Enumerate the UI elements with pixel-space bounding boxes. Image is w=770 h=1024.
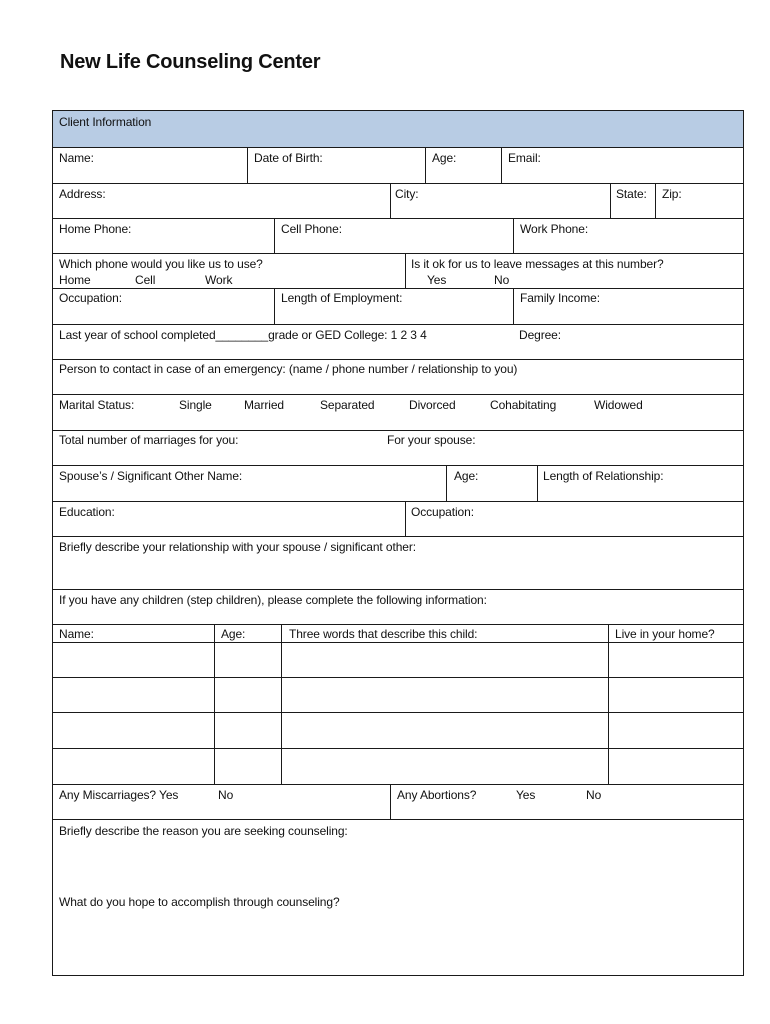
- child-age-cell[interactable]: [214, 643, 281, 677]
- page-title: New Life Counseling Center: [60, 51, 321, 73]
- child-name-cell[interactable]: [53, 643, 214, 677]
- name-field[interactable]: [53, 148, 247, 183]
- spouse-age-label: Age:: [454, 469, 479, 483]
- children-col-name: [53, 625, 214, 642]
- relationship-describe-label: Briefly describe your relationship with your spouse / significant other:: [59, 540, 416, 554]
- phone-option-cell[interactable]: Cell: [135, 273, 156, 287]
- spouse-row: [53, 465, 743, 501]
- dob-label: Date of Birth:: [254, 151, 323, 165]
- child-home-cell[interactable]: [608, 678, 743, 712]
- phone-preference-row: [53, 253, 743, 288]
- occupation-row: [53, 288, 743, 324]
- spouse-marriages-label: For your spouse:: [387, 433, 476, 447]
- name-row: [53, 147, 743, 183]
- child-home-cell[interactable]: [608, 643, 743, 677]
- cell-phone-field[interactable]: [274, 219, 513, 253]
- marital-status-row: [53, 394, 743, 430]
- spouse-occupation-field[interactable]: [405, 502, 743, 536]
- miscarriages-option-no[interactable]: No: [218, 788, 234, 802]
- education-row: [53, 501, 743, 536]
- occupation-field[interactable]: [53, 289, 274, 324]
- state-field[interactable]: [610, 184, 655, 218]
- relationship-length-field[interactable]: [537, 466, 743, 501]
- counseling-reason-label: Briefly describe the reason you are seeking counseling:: [59, 824, 348, 838]
- section-header-label: Client Information: [59, 115, 152, 129]
- table-row: [53, 712, 743, 748]
- spouse-occupation-label: Occupation:: [411, 505, 474, 519]
- messages-option-yes[interactable]: Yes: [427, 273, 447, 287]
- child-name-cell[interactable]: [53, 713, 214, 748]
- miscarriages-label[interactable]: Any Miscarriages? Yes: [59, 788, 179, 802]
- section-header: [53, 111, 743, 147]
- marriages-row[interactable]: [53, 430, 743, 465]
- children-header-description: Three words that describe this child:: [289, 627, 478, 641]
- email-label: Email:: [508, 151, 541, 165]
- work-phone-label: Work Phone:: [520, 222, 589, 236]
- zip-label: Zip:: [662, 187, 682, 201]
- marital-option-widowed[interactable]: Widowed: [594, 398, 643, 412]
- children-intro-row: [53, 589, 743, 624]
- spouse-name-label: Spouse’s / Significant Other Name:: [59, 469, 243, 483]
- cell-phone-label: Cell Phone:: [281, 222, 342, 236]
- pregnancy-history-row: [53, 784, 743, 819]
- table-row: [53, 677, 743, 712]
- child-description-cell[interactable]: [281, 749, 608, 784]
- home-phone-label: Home Phone:: [59, 222, 132, 236]
- marital-status-label: Marital Status:: [59, 398, 135, 412]
- miscarriages-field: [53, 785, 390, 819]
- phone-option-work[interactable]: Work: [205, 273, 233, 287]
- children-header-home: Live in your home?: [615, 627, 715, 641]
- relationship-length-label: Length of Relationship:: [543, 469, 664, 483]
- age-label: Age:: [432, 151, 457, 165]
- family-income-field[interactable]: [513, 289, 743, 324]
- abortions-option-no[interactable]: No: [586, 788, 602, 802]
- client-information-form: [52, 110, 744, 976]
- occupation-label: Occupation:: [59, 291, 122, 305]
- family-income-label: Family Income:: [520, 291, 600, 305]
- child-name-cell[interactable]: [53, 678, 214, 712]
- child-home-cell[interactable]: [608, 749, 743, 784]
- emergency-contact-label: Person to contact in case of an emergency: (name / phone number / relationship to you): [59, 362, 518, 376]
- relationship-description-row[interactable]: [53, 536, 743, 589]
- children-col-home: [608, 625, 743, 642]
- emergency-contact-row[interactable]: [53, 359, 743, 394]
- abortions-label: Any Abortions?: [397, 788, 477, 802]
- city-label: City:: [395, 187, 419, 201]
- address-field[interactable]: [53, 184, 390, 218]
- counseling-goal-label: What do you hope to accomplish through counseling?: [59, 895, 340, 909]
- email-field[interactable]: [501, 148, 743, 183]
- messages-permission-field: [405, 254, 743, 288]
- child-age-cell[interactable]: [214, 749, 281, 784]
- marital-option-separated[interactable]: Separated: [320, 398, 375, 412]
- work-phone-field[interactable]: [513, 219, 743, 253]
- dob-field[interactable]: [247, 148, 425, 183]
- address-label: Address:: [59, 187, 106, 201]
- name-label: Name:: [59, 151, 94, 165]
- child-home-cell[interactable]: [608, 713, 743, 748]
- child-age-cell[interactable]: [214, 713, 281, 748]
- employment-length-field[interactable]: [274, 289, 513, 324]
- degree-label: Degree:: [519, 328, 561, 342]
- table-row: [53, 748, 743, 784]
- child-description-cell[interactable]: [281, 678, 608, 712]
- children-header-age: Age:: [221, 627, 246, 641]
- children-table-header: [53, 624, 743, 642]
- spouse-name-field[interactable]: [53, 466, 446, 501]
- phone-preference-field: [53, 254, 405, 288]
- employment-length-label: Length of Employment:: [281, 291, 403, 305]
- home-phone-field[interactable]: [53, 219, 274, 253]
- education-field[interactable]: [53, 502, 405, 536]
- child-description-cell[interactable]: [281, 713, 608, 748]
- messages-question: Is it ok for us to leave messages at this number?: [411, 257, 664, 271]
- marriages-label: Total number of marriages for you:: [59, 433, 239, 447]
- school-label: Last year of school completed________grade or GED College: 1 2 3 4: [59, 328, 427, 342]
- child-description-cell[interactable]: [281, 643, 608, 677]
- spouse-age-field[interactable]: [446, 466, 537, 501]
- phone-option-home[interactable]: Home: [59, 273, 91, 287]
- children-col-age: [214, 625, 281, 642]
- age-field[interactable]: [425, 148, 501, 183]
- child-age-cell[interactable]: [214, 678, 281, 712]
- counseling-section[interactable]: [53, 819, 743, 975]
- children-intro-label: If you have any children (step children), please complete the following information:: [59, 593, 487, 607]
- city-field[interactable]: [390, 184, 610, 218]
- children-header-name: Name:: [59, 627, 94, 641]
- marital-option-cohabitating[interactable]: Cohabitating: [490, 398, 557, 412]
- messages-option-no[interactable]: No: [494, 273, 510, 287]
- marital-option-married[interactable]: Married: [244, 398, 284, 412]
- child-name-cell[interactable]: [53, 749, 214, 784]
- education-label: Education:: [59, 505, 115, 519]
- phone-row: [53, 218, 743, 253]
- zip-field[interactable]: [655, 184, 743, 218]
- state-label: State:: [616, 187, 647, 201]
- address-row: [53, 183, 743, 218]
- school-row[interactable]: [53, 324, 743, 359]
- abortions-option-yes[interactable]: Yes: [516, 788, 536, 802]
- abortions-field: [390, 785, 743, 819]
- children-col-description: [281, 625, 608, 642]
- table-row: [53, 642, 743, 677]
- marital-option-single[interactable]: Single: [179, 398, 212, 412]
- marital-option-divorced[interactable]: Divorced: [409, 398, 456, 412]
- phone-use-question: Which phone would you like us to use?: [59, 257, 263, 271]
